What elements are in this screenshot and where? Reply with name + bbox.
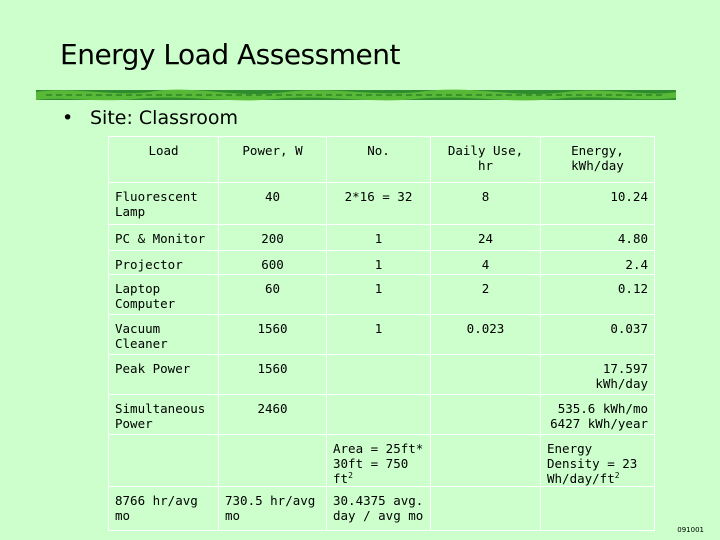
table-row (109, 183, 655, 225)
header-number: No. (327, 137, 431, 183)
footer-code: 091001 (677, 526, 704, 534)
cell-simultaneous-energy: 535.6 kWh/mo 6427 kWh/year (541, 395, 655, 435)
hours-row (109, 487, 655, 531)
cell-energy-density (541, 435, 655, 487)
site-bullet (62, 107, 238, 129)
cell-empty (431, 487, 541, 531)
table-row (109, 225, 655, 251)
density-superscript: 2 (614, 470, 620, 480)
bullet-glyph: • (62, 107, 74, 129)
cell-empty (327, 355, 431, 395)
cell-load: Fluorescent Lamp (109, 183, 219, 225)
cell-hours-year: 8766 hr/avg mo (109, 487, 219, 531)
cell-simultaneous-label: Simultaneous Power (109, 395, 219, 435)
cell-empty (431, 395, 541, 435)
cell-empty (219, 435, 327, 487)
cell-daily-use: 2 (431, 275, 541, 315)
cell-load: PC & Monitor (109, 225, 219, 251)
cell-daily-use: 24 (431, 225, 541, 251)
cell-power: 60 (219, 275, 327, 315)
area-density-row (109, 435, 655, 487)
cell-empty (109, 435, 219, 487)
cell-hours-month: 730.5 hr/avg mo (219, 487, 327, 531)
table-row (109, 251, 655, 275)
cell-daily-use: 4 (431, 251, 541, 275)
table-row (109, 275, 655, 315)
cell-power: 200 (219, 225, 327, 251)
table-header-row (109, 137, 655, 183)
cell-number: 1 (327, 225, 431, 251)
cell-load: Laptop Computer (109, 275, 219, 315)
peak-power-row (109, 355, 655, 395)
cell-peak-energy: 17.597 kWh/day (541, 355, 655, 395)
cell-daily-use: 8 (431, 183, 541, 225)
header-daily-use: Daily Use, hr (431, 137, 541, 183)
cell-area (327, 435, 431, 487)
cell-energy: 2.4 (541, 251, 655, 275)
density-text: Energy Density = 23 Wh/day/ft (547, 441, 638, 486)
energy-load-table (108, 136, 655, 531)
cell-empty (431, 435, 541, 487)
slide-title: Energy Load Assessment (60, 38, 400, 71)
cell-number: 1 (327, 275, 431, 315)
cell-empty (431, 355, 541, 395)
site-label: Site: Classroom (90, 107, 239, 129)
cell-energy: 0.037 (541, 315, 655, 355)
cell-power: 40 (219, 183, 327, 225)
cell-number: 1 (327, 251, 431, 275)
header-load: Load (109, 137, 219, 183)
simultaneous-power-row (109, 395, 655, 435)
cell-empty (327, 395, 431, 435)
table-row (109, 315, 655, 355)
cell-peak-label: Peak Power (109, 355, 219, 395)
cell-power: 1560 (219, 315, 327, 355)
cell-energy: 4.80 (541, 225, 655, 251)
title-underline-decoration (36, 84, 676, 106)
cell-load: Vacuum Cleaner (109, 315, 219, 355)
header-energy: Energy, kWh/day (541, 137, 655, 183)
cell-energy: 10.24 (541, 183, 655, 225)
cell-number: 1 (327, 315, 431, 355)
cell-energy: 0.12 (541, 275, 655, 315)
cell-daily-use: 0.023 (431, 315, 541, 355)
header-power: Power, W (219, 137, 327, 183)
cell-number: 2*16 = 32 (327, 183, 431, 225)
cell-peak-power: 1560 (219, 355, 327, 395)
cell-empty (541, 487, 655, 531)
cell-simultaneous-power: 2460 (219, 395, 327, 435)
area-superscript: 2 (348, 470, 353, 480)
cell-power: 600 (219, 251, 327, 275)
area-text: Area = 25ft* 30ft = 750 ft (333, 441, 424, 486)
cell-days-month: 30.4375 avg. day / avg mo (327, 487, 431, 531)
cell-load: Projector (109, 251, 219, 275)
